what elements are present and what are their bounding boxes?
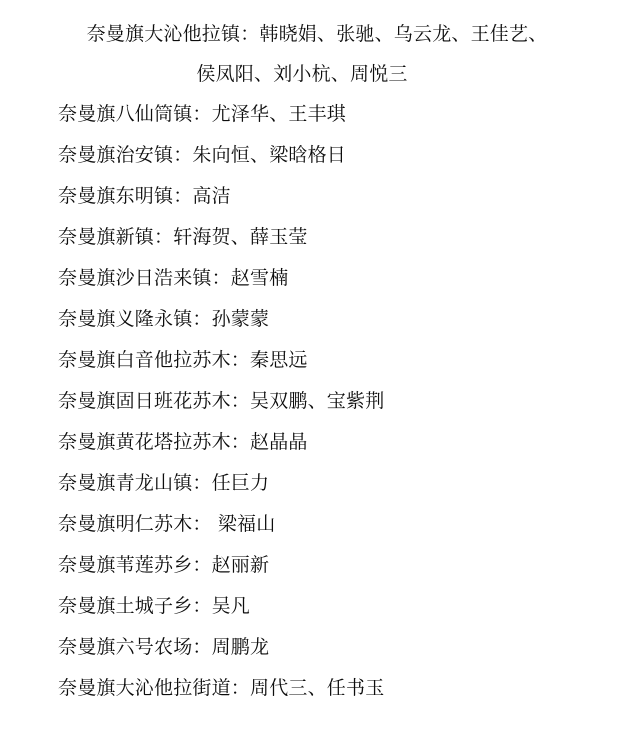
list-item: 奈曼旗青龙山镇：任巨力 bbox=[58, 472, 270, 494]
list-item-line: 奈曼旗大沁他拉镇：韩晓娟、张驰、乌云龙、王佳艺、 bbox=[86, 23, 548, 45]
list-item: 奈曼旗六号农场：周鹏龙 bbox=[58, 636, 270, 658]
list-item bbox=[58, 14, 576, 94]
list-item: 奈曼旗明仁苏木： 梁福山 bbox=[58, 513, 276, 535]
list-item: 奈曼旗固日班花苏木：吴双鹏、宝紫荆 bbox=[58, 390, 385, 412]
list-item: 奈曼旗沙日浩来镇：赵雪楠 bbox=[58, 267, 289, 289]
list-item-line: 侯凤阳、刘小杭、周悦三 bbox=[196, 63, 408, 85]
list-item: 奈曼旗治安镇：朱向恒、梁晗格日 bbox=[58, 144, 347, 166]
list-item: 奈曼旗大沁他拉街道：周代三、任书玉 bbox=[58, 677, 385, 699]
list-item: 奈曼旗东明镇：高洁 bbox=[58, 185, 231, 207]
list-item: 奈曼旗土城子乡：吴凡 bbox=[58, 595, 251, 617]
list-item: 奈曼旗黄花塔拉苏木：赵晶晶 bbox=[58, 431, 308, 453]
list-item: 奈曼旗新镇：轩海贺、薛玉莹 bbox=[58, 226, 308, 248]
list-item: 奈曼旗苇莲苏乡：赵丽新 bbox=[58, 554, 270, 576]
list-item: 奈曼旗八仙筒镇：尤泽华、王丰琪 bbox=[58, 103, 347, 125]
list-item: 奈曼旗义隆永镇：孙蒙蒙 bbox=[58, 308, 270, 330]
list-item: 奈曼旗白音他拉苏木：秦思远 bbox=[58, 349, 308, 371]
